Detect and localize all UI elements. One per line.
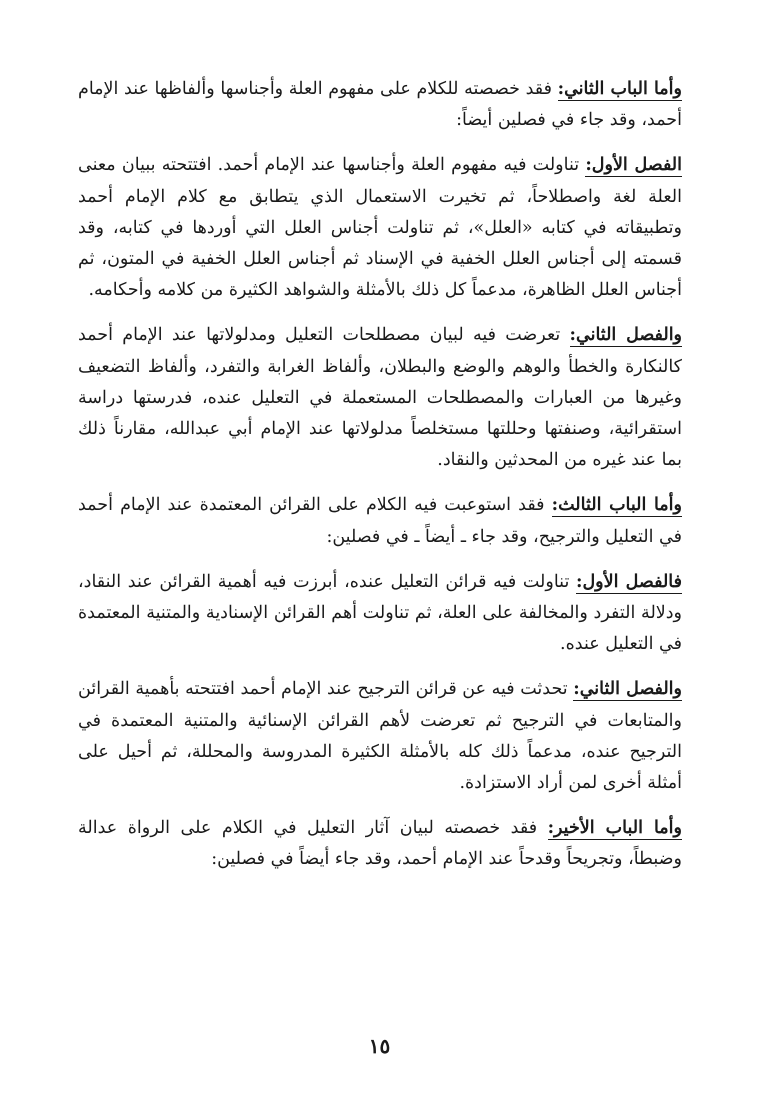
paragraph-chapter-three [78, 490, 682, 552]
paragraph-heading: الفصل الأول: [585, 155, 682, 176]
paragraph-section-one-b [78, 567, 682, 661]
paragraph-chapter-two [78, 74, 682, 136]
paragraph-heading: وأما الباب الثاني: [557, 79, 682, 99]
paragraph-text: تعرضت فيه لبيان مصطلحات التعليل ومدلولاتها عند الإمام أحمد كالنكارة والخطأ والوهم والوضع والبطلان، وألفاظ الغرابة والتفرد، وألفاظ التضعيف وغيرها من العبارات والمصطلحات المستعملة في التعليل عنده، فدرستها دراسة استقرائية، وصنفتها وحللتها مستخلصاً مدلولاتها عند الإمام أبي عبدالله، مقارناً ذلك بما عند غيره من المحدثين والنقاد. [78, 325, 682, 471]
paragraph-section-two [78, 320, 682, 476]
paragraph-heading: وأما الباب الأخير: [547, 818, 682, 839]
paragraph-text: تناولت فيه قرائن التعليل عنده، أبرزت فيه أهمية القرائن عند النقاد، ودلالة التفرد والمخالفة على العلة، ثم تناولت أهم القرائن الإسنادية والمتنية المعتمدة في التعليل عنده. [78, 571, 682, 655]
paragraph-heading: والفصل الثاني: [573, 679, 682, 700]
paragraph-last-chapter [78, 813, 682, 875]
page-number: ١٥ [368, 1034, 391, 1058]
paragraph-heading: وأما الباب الثالث: [551, 495, 682, 516]
paragraph-section-two-b [78, 674, 682, 799]
paragraph-text: تناولت فيه مفهوم العلة وأجناسها عند الإمام أحمد. افتتحته ببيان معنى العلة لغة واصطلاحاً، ثم تخيرت الاستعمال الذي يتطابق مع كلام الإمام أحمد وتطبيقاته في كتابه «العلل»، ثم تناولت أجناس العلل التي أوردها في كتابه، وقد قسمته إلى أجناس العلل الخفية في الإسناد ثم أجناس العلل الخفية في المتون، ثم أجناس العلل الظاهرة، مدعماً كل ذلك بالأمثلة والشواهد الكثيرة من كلامه وأحكامه. [78, 155, 682, 301]
paragraph-text: تحدثت فيه عن قرائن الترجيح عند الإمام أحمد افتتحته بأهمية القرائن والمتابعات في الترجيح ثم تعرضت لأهم القرائن الإسنائية والمتنية المعتمدة في الترجيح عنده، مدعماً ذلك كله بالأمثلة الكثيرة المدروسة والمحللة، ثم أحيل على أمثلة أخرى لمن أراد الاستزادة. [78, 679, 682, 794]
paragraph-text: فقد استوعبت فيه الكلام على القرائن المعتمدة عند الإمام أحمد في التعليل والترجيح، وقد جاء ـ أيضاً ـ في فصلين: [78, 495, 682, 547]
paragraph-heading: والفصل الثاني: [569, 325, 683, 346]
paragraph-text: فقد خصصته للكلام على مفهوم العلة وأجناسها وألفاظها عند الإمام أحمد، وقد جاء في فصلين أيضاً: [78, 79, 682, 131]
paragraph-section-one [78, 150, 682, 306]
paragraph-heading: فالفصل الأول: [576, 571, 682, 592]
paragraph-text: فقد خصصته لبيان آثار التعليل في الكلام على الرواة عدالة وضبطاً، وتجريحاً وقدحاً عند الإمام أحمد، وقد جاء أيضاً في فصلين: [78, 818, 682, 870]
page-body [78, 74, 682, 890]
